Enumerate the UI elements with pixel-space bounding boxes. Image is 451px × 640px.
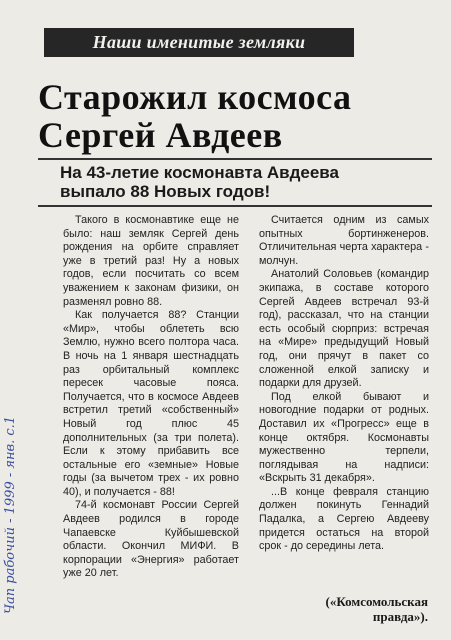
subheadline: [60, 163, 430, 201]
subheadline-divider: [38, 205, 432, 207]
article-source: («Комсомольская правда»).: [325, 594, 428, 624]
article-column-left: [63, 214, 239, 581]
article-paragraph: ...В конце февраля станцию должен покинуть Геннадий Падалка, а Сергею Авдееву придется остаться на второй срок - до середины лета.: [259, 485, 429, 553]
handwritten-note: Чап рабочий - 1999 - янв. с.1: [3, 415, 18, 614]
headline-line-2: Сергей Авдеев: [38, 115, 283, 155]
subheadline-line-2: выпало 88 Новых годов!: [60, 182, 271, 201]
section-rubric: Наши именитые земляки: [44, 28, 354, 57]
headline-line-1: Старожил космоса: [38, 77, 352, 117]
headline: [38, 78, 428, 154]
article-paragraph: Анатолий Соловьев (командир экипажа, в составе которого Сергей Авдеев встречал 93-й год), рассказал, что на станции есть особый сюрприз: встречая на «Мире» предыдущий Новый год, они прячут в пакет со сложенной елкой записку и подарки для друзей.: [259, 268, 429, 390]
article-paragraph: Как получается 88? Станции «Мир», чтобы облететь всю Землю, нужно всего полтора часа. В ночь на 1 января шестнадцать раз орбитальный комплекс пересек часовые пояса. Получается, что в космосе Авдеев встретил третий «собственный» Новый год плюс 45 дополнительных (за три полета). Если к этому прибавить все остальные его «земные» Новые годы (за вычетом трех - их ровно 40), и получается - 88!: [63, 309, 239, 498]
article-column-right: [259, 214, 429, 554]
article-paragraph: Считается одним из самых опытных бортинженеров. Отличительная черта характера - молчун.: [259, 214, 429, 267]
article-paragraph: 74-й космонавт России Сергей Авдеев родился в городе Чапаевске Куйбышевской области. Окончил МИФИ. В корпорации «Энергия» работает уже 20 лет.: [63, 499, 239, 580]
subheadline-line-1: На 43-летие космонавта Авдеева: [60, 163, 339, 182]
article-paragraph: Такого в космонавтике еще не было: наш земляк Сергей день рождения на орбите справляет уже в третий раз! Ну а новых годов, если посчитать со всем уважением к законам физики, он разменял ровно 88.: [63, 214, 239, 308]
article-paragraph: Под елкой бывают и новогодние подарки от родных. Доставил их «Прогресс» еще в конце октября. Космонавты мужественно терпели, поглядывая на надписи: «Вскрыть 31 декабря».: [259, 390, 429, 485]
headline-divider: [38, 158, 432, 160]
